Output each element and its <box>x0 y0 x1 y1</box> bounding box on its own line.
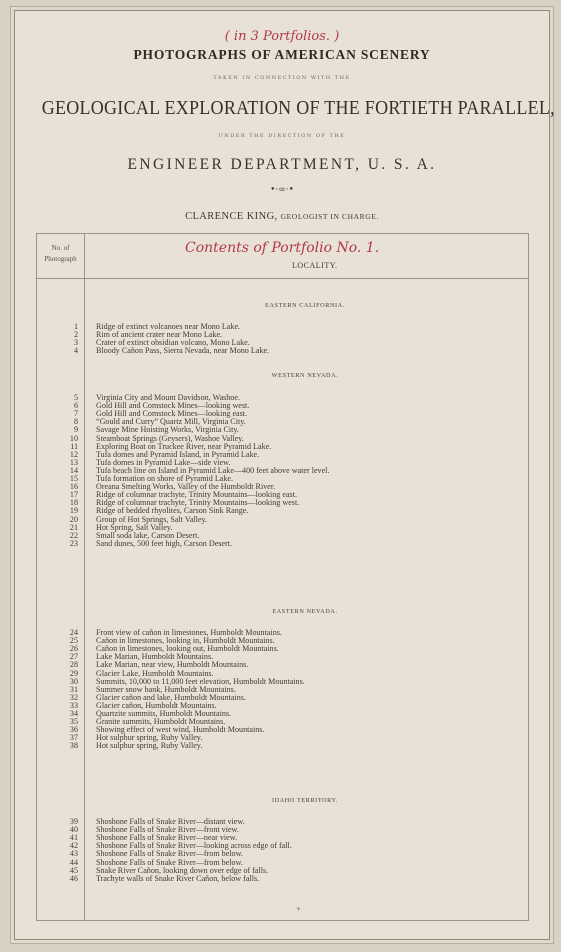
locality-description: Sand dunes, 500 feet high, Carson Desert. <box>96 538 232 548</box>
locality-description: Hot Spring, Salt Valley. <box>96 522 173 532</box>
column-header-locality: LOCALITY. <box>292 261 338 270</box>
bottom-mark: + <box>296 906 302 913</box>
photograph-number: 44 <box>69 857 78 867</box>
photograph-number: 8 <box>73 417 78 427</box>
photograph-number: 45 <box>69 865 78 875</box>
exploration-heading: GEOLOGICAL EXPLORATION OF THE FORTIETH PARALLEL, <box>41 97 555 119</box>
photograph-number: 6 <box>73 401 78 411</box>
section-title: EASTERN CALIFORNIA. <box>265 302 345 309</box>
locality-description: Shoshone Falls of Snake River—near view. <box>96 833 238 843</box>
photograph-number: 19 <box>69 506 78 516</box>
photograph-number: 24 <box>69 628 78 637</box>
locality-description: Gold Hill and Comstock Mines—looking east. <box>96 409 248 419</box>
photograph-number: 10 <box>69 433 78 443</box>
handwritten-contents-note: Contents of Portfolio No. 1. <box>185 240 380 256</box>
locality-description: Tufa domes and Pyramid Island, in Pyramid Lake. <box>96 449 260 459</box>
locality-description: Shoshone Falls of Snake River—from below. <box>96 857 243 867</box>
photograph-number: 1 <box>73 322 78 331</box>
locality-description: Granite summits, Humboldt Mountains. <box>96 717 226 727</box>
geologist-line <box>15 211 549 222</box>
locality-description: Ridge of columnar trachyte, Trinity Mountains—looking west. <box>96 498 300 508</box>
list-item <box>36 741 527 750</box>
photograph-number: 7 <box>73 409 78 419</box>
locality-description: Glacier cañon and lake, Humboldt Mountains. <box>96 692 246 702</box>
contents-list <box>36 233 527 919</box>
photograph-number: 29 <box>69 668 78 678</box>
photograph-number: 2 <box>73 330 78 340</box>
locality-description: Shoshone Falls of Snake River—from below. <box>96 849 243 859</box>
handwritten-portfolio-note: ( in 3 Portfolios. ) <box>224 29 340 44</box>
photograph-number: 32 <box>69 692 78 702</box>
photograph-number: 9 <box>73 425 78 435</box>
locality-description: Lake Marian, Humboldt Mountains. <box>96 652 214 662</box>
locality-description: Hot sulphur spring, Ruby Valley. <box>96 733 203 743</box>
locality-description: Quartzite summits, Humboldt Mountains. <box>96 709 232 718</box>
locality-description: “Gould and Curry” Quartz Mill, Virginia City. <box>96 417 246 427</box>
locality-description: Lake Marian, near view, Humboldt Mountains. <box>96 660 249 670</box>
locality-description: Shoshone Falls of Snake River—looking across edge of fall. <box>96 841 292 851</box>
locality-description: Small soda lake, Carson Desert. <box>96 530 200 540</box>
photograph-number: 25 <box>69 636 78 646</box>
photograph-number: 14 <box>69 465 78 475</box>
catalogue-page <box>14 10 555 940</box>
photograph-number: 27 <box>69 652 78 662</box>
photograph-number: 36 <box>69 725 78 735</box>
photograph-number: 16 <box>69 482 78 492</box>
locality-description: Group of Hot Springs, Salt Valley. <box>96 514 208 524</box>
locality-description: Glacier Lake, Humboldt Mountains. <box>96 668 214 678</box>
column-header-number-line2: Photograph <box>44 255 77 263</box>
photograph-number: 22 <box>69 530 78 540</box>
section-title: WESTERN NEVADA. <box>271 372 339 379</box>
department-heading: ENGINEER DEPARTMENT, U. S. A. <box>127 156 437 173</box>
locality-description: Exploring Boat on Truckee River, near Pyramid Lake. <box>96 441 272 451</box>
photograph-number: 35 <box>69 717 78 727</box>
locality-description: Cañon in limestones, looking in, Humboldt Mountains. <box>96 636 275 646</box>
locality-description: Rim of ancient crater near Mono Lake. <box>96 330 223 340</box>
geologist-title: GEOLOGIST IN CHARGE. <box>280 212 379 221</box>
locality-description: Trachyte walls of Snake River Cañon, below falls. <box>96 873 260 883</box>
photograph-number: 11 <box>70 441 78 451</box>
photograph-number: 21 <box>69 522 78 532</box>
photograph-number: 42 <box>69 841 78 851</box>
locality-description: Snake River Cañon, looking down over edge of falls. <box>96 865 269 875</box>
locality-description: Glacier cañon, Humboldt Mountains. <box>96 700 217 710</box>
photograph-number: 23 <box>69 538 78 548</box>
photograph-number: 43 <box>69 849 78 859</box>
section-title: IDAHO TERRITORY. <box>272 797 338 804</box>
photograph-number: 37 <box>69 733 78 743</box>
photograph-number: 15 <box>69 474 78 483</box>
locality-description: Shoshone Falls of Snake River—front view. <box>96 825 239 835</box>
subtitle-under-direction: UNDER THE DIRECTION OF THE <box>218 133 346 139</box>
locality-description: Tufa beach line on Island in Pyramid Lake—400 feet above water level. <box>96 465 330 475</box>
locality-description: Oreana Smelting Works, Valley of the Humboldt River. <box>96 482 276 492</box>
photograph-number: 31 <box>69 684 78 694</box>
locality-description: Crater of extinct obsidian volcano, Mono Lake. <box>96 338 250 348</box>
locality-description: Ridge of bedded rhyolites, Carson Sink Range. <box>96 506 249 516</box>
list-item <box>36 539 527 548</box>
photograph-number: 13 <box>69 457 78 467</box>
geologist-name: CLARENCE KING, <box>185 211 278 222</box>
locality-description: Summer snow bank, Humboldt Mountains. <box>96 684 236 694</box>
list-item <box>36 874 527 883</box>
photograph-number: 34 <box>69 709 78 718</box>
locality-description: Savage Mine Hoisting Works, Virginia City. <box>96 425 239 435</box>
photograph-number: 39 <box>69 817 78 826</box>
photograph-number: 17 <box>69 490 78 500</box>
locality-description: Ridge of columnar trachyte, Trinity Mountains—looking east. <box>96 490 297 500</box>
locality-description: Shoshone Falls of Snake River—distant view. <box>96 817 245 826</box>
photograph-number: 3 <box>73 338 78 348</box>
section-title: EASTERN NEVADA. <box>272 608 338 615</box>
photograph-number: 20 <box>69 514 78 524</box>
locality-description: Ridge of extinct volcanoes near Mono Lake. <box>96 322 241 331</box>
photograph-number: 46 <box>69 873 78 883</box>
locality-description: Front view of cañon in limestones, Humboldt Mountains. <box>96 628 282 637</box>
photograph-number: 12 <box>69 449 78 459</box>
photograph-number: 26 <box>69 644 78 654</box>
ornament-divider: •·∞·• <box>270 185 294 195</box>
locality-description: Gold Hill and Comstock Mines—looking west. <box>96 401 250 411</box>
photograph-number: 5 <box>73 393 78 402</box>
photograph-number: 41 <box>69 833 78 843</box>
list-item <box>36 346 527 355</box>
photograph-number: 30 <box>69 676 78 686</box>
photograph-number: 38 <box>69 741 78 751</box>
photograph-number: 33 <box>69 700 78 710</box>
locality-description: Hot sulphur spring, Ruby Valley. <box>96 741 203 751</box>
locality-description: Virginia City and Mount Davidson, Washoe. <box>96 393 241 402</box>
column-header-number-line1: No. of <box>51 244 70 252</box>
subtitle-taken-in-connection: TAKEN IN CONNECTION WITH THE <box>213 75 351 81</box>
locality-description: Bloody Cañon Pass, Sierra Nevada, near Mono Lake. <box>96 346 270 356</box>
photograph-number: 28 <box>69 660 78 670</box>
photograph-number: 40 <box>69 825 78 835</box>
locality-description: Summits, 10,000 to 11,000 feet elevation, Humboldt Mountains. <box>96 676 305 686</box>
locality-description: Steamboat Springs (Geysers), Washoe Valley. <box>96 433 244 443</box>
locality-description: Tufa formation on shore of Pyramid Lake. <box>96 474 234 483</box>
photograph-number: 18 <box>69 498 78 508</box>
locality-description: Cañon in limestones, looking out, Humboldt Mountains. <box>96 644 279 654</box>
locality-description: Showing effect of west wind, Humboldt Mountains. <box>96 725 265 735</box>
locality-description: Tufa domes in Pyramid Lake—side view. <box>96 457 231 467</box>
page-title: PHOTOGRAPHS OF AMERICAN SCENERY <box>133 47 431 62</box>
photograph-number: 4 <box>73 346 78 356</box>
